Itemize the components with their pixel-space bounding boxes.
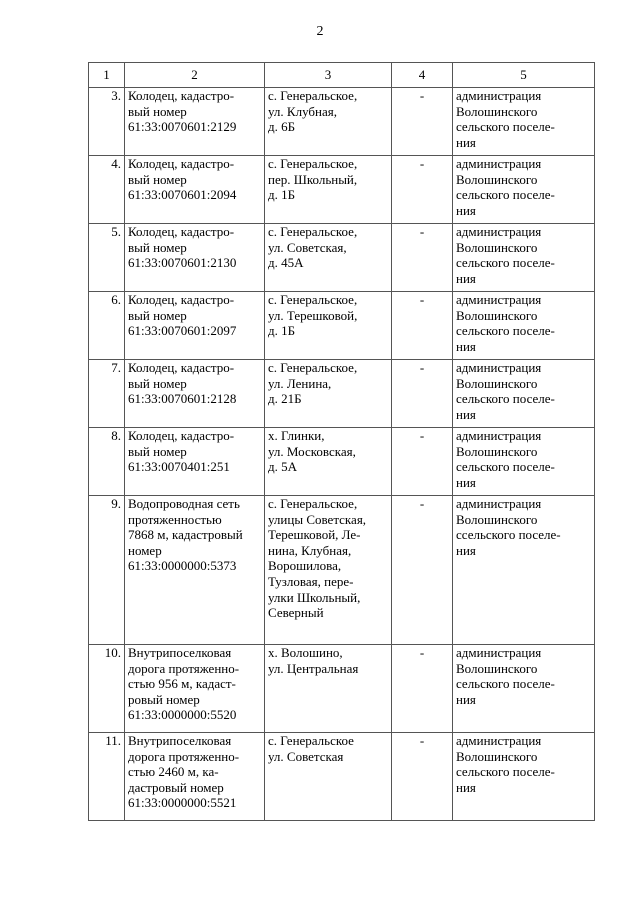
object-address-line: д. 1Б — [268, 323, 296, 339]
object-address-line: с. Генеральское, — [268, 224, 358, 239]
object-address-line: Ворошилова, — [268, 558, 342, 574]
owner-name — [453, 292, 595, 360]
owner-name — [453, 224, 595, 292]
owner-name-line: сельского поселе- — [456, 459, 555, 475]
object-description-line: 61:33:0070601:2097 — [128, 323, 237, 339]
owner-name-line: Волошинского — [456, 443, 538, 459]
object-description — [125, 360, 265, 428]
owner-name-line: Волошинского — [456, 171, 538, 187]
object-description — [125, 645, 265, 733]
owner-name-line: администрация — [456, 360, 542, 375]
object-address — [265, 360, 392, 428]
object-address-line: д. 6Б — [268, 119, 296, 135]
object-description-line: Внутрипоселковая — [128, 645, 232, 660]
object-address — [265, 645, 392, 733]
object-description — [125, 88, 265, 156]
object-description-line: 61:33:0000000:5521 — [128, 795, 237, 811]
object-description-line: вый номер — [128, 103, 187, 119]
table-body — [89, 88, 595, 821]
owner-name-line: сельского поселе- — [456, 676, 555, 692]
owner-name-line: ния — [456, 542, 476, 558]
owner-name-line: Волошинского — [456, 375, 538, 391]
object-address-line: с. Генеральское, — [268, 156, 358, 171]
object-description — [125, 428, 265, 496]
object-description-line: вый номер — [128, 443, 187, 459]
owner-name — [453, 733, 595, 821]
object-address-line: с. Генеральское — [268, 733, 354, 748]
row-number: 9. — [89, 496, 125, 645]
object-address-line: улки Школьный, — [268, 589, 361, 605]
object-description-line: вый номер — [128, 171, 187, 187]
object-address-line: нина, Клубная, — [268, 542, 352, 558]
object-description — [125, 733, 265, 821]
owner-name-line: администрация — [456, 428, 542, 443]
object-description-line: Колодец, кадастро- — [128, 88, 235, 103]
object-address-line: ул. Московская, — [268, 443, 356, 459]
object-description-line: 61:33:0070601:2094 — [128, 187, 237, 203]
object-description-line: ровый номер — [128, 691, 200, 707]
owner-name-line: Волошинского — [456, 511, 538, 527]
object-address-line: ул. Ленина, — [268, 375, 332, 391]
page-number: 2 — [316, 24, 324, 39]
registry-table — [88, 62, 595, 821]
owner-name-line: ния — [456, 406, 476, 422]
row-number: 3. — [89, 88, 125, 156]
owner-name-line: администрация — [456, 224, 542, 239]
object-description-line: Водопроводная сеть — [128, 496, 240, 511]
object-address-line: с. Генеральское, — [268, 496, 358, 511]
column-header-2: 2 — [125, 63, 265, 88]
object-description-line: 7868 м, кадастровый — [128, 527, 243, 543]
object-address — [265, 496, 392, 645]
column-4-value: - — [392, 645, 453, 733]
object-address-line: с. Генеральское, — [268, 292, 358, 307]
owner-name — [453, 496, 595, 645]
object-address — [265, 733, 392, 821]
object-description-line: дорога протяженно- — [128, 660, 240, 676]
object-description-line: стью 2460 м, ка- — [128, 764, 219, 780]
object-address-line: улицы Советская, — [268, 511, 367, 527]
object-description-line: Внутрипоселковая — [128, 733, 232, 748]
object-description-line: 61:33:0070401:251 — [128, 459, 230, 475]
object-description-line: 61:33:0070601:2128 — [128, 391, 237, 407]
object-address-line: Терешковой, Ле- — [268, 527, 361, 543]
object-address-line: с. Генеральское, — [268, 88, 358, 103]
table-row — [89, 224, 595, 292]
object-description-line: Колодец, кадастро- — [128, 360, 235, 375]
object-address-line: х. Волошино, — [268, 645, 343, 660]
object-address-line: пер. Школьный, — [268, 171, 358, 187]
object-address-line: с. Генеральское, — [268, 360, 358, 375]
object-description-line: Колодец, кадастро- — [128, 292, 235, 307]
owner-name-line: Волошинского — [456, 103, 538, 119]
owner-name-line: ния — [456, 134, 476, 150]
object-description-line: вый номер — [128, 307, 187, 323]
object-description-line: 61:33:0070601:2129 — [128, 119, 237, 135]
object-address — [265, 156, 392, 224]
column-4-value: - — [392, 88, 453, 156]
column-4-value: - — [392, 496, 453, 645]
object-description — [125, 224, 265, 292]
object-description-line: протяженностью — [128, 511, 222, 527]
object-description — [125, 156, 265, 224]
column-4-value: - — [392, 156, 453, 224]
object-address-line: д. 1Б — [268, 187, 296, 203]
object-description-line: Колодец, кадастро- — [128, 428, 235, 443]
row-number: 7. — [89, 360, 125, 428]
object-address-line: ул. Советская — [268, 748, 344, 764]
column-header-3: 3 — [265, 63, 392, 88]
object-address — [265, 428, 392, 496]
owner-name-line: ния — [456, 474, 476, 490]
owner-name-line: сельского поселе- — [456, 391, 555, 407]
owner-name-line: сельского поселе- — [456, 323, 555, 339]
owner-name-line: администрация — [456, 733, 542, 748]
owner-name-line: сельского поселе- — [456, 255, 555, 271]
object-address-line: ул. Терешковой, — [268, 307, 358, 323]
table-row — [89, 360, 595, 428]
object-description-line: дастровый номер — [128, 779, 224, 795]
object-description-line: 61:33:0000000:5520 — [128, 707, 237, 723]
owner-name-line: администрация — [456, 645, 542, 660]
object-address-line: ул. Советская, — [268, 239, 347, 255]
object-description-line: Колодец, кадастро- — [128, 224, 235, 239]
owner-name-line: ния — [456, 202, 476, 218]
owner-name-line: администрация — [456, 292, 542, 307]
column-4-value: - — [392, 428, 453, 496]
owner-name-line: Волошинского — [456, 748, 538, 764]
object-address-line: д. 5А — [268, 459, 298, 475]
table-row — [89, 292, 595, 360]
row-number: 6. — [89, 292, 125, 360]
object-address-line: Тузловая, пере- — [268, 573, 354, 589]
object-address-line: д. 45А — [268, 255, 304, 271]
table-row — [89, 496, 595, 645]
owner-name-line: сельского поселе- — [456, 119, 555, 135]
owner-name-line: администрация — [456, 88, 542, 103]
object-description-line: вый номер — [128, 375, 187, 391]
row-number: 4. — [89, 156, 125, 224]
owner-name-line: сельского поселе- — [456, 187, 555, 203]
table-row — [89, 88, 595, 156]
owner-name-line: ния — [456, 270, 476, 286]
object-description-line: дорога протяженно- — [128, 748, 240, 764]
object-description-line: стью 956 м, кадаст- — [128, 676, 236, 692]
owner-name-line: ния — [456, 691, 476, 707]
column-header-5: 5 — [453, 63, 595, 88]
owner-name — [453, 428, 595, 496]
owner-name-line: сельского поселе- — [456, 764, 555, 780]
table-row — [89, 156, 595, 224]
object-description-line: номер — [128, 542, 162, 558]
row-number: 11. — [89, 733, 125, 821]
owner-name-line: ссельского поселе- — [456, 527, 561, 543]
column-header-1: 1 — [89, 63, 125, 88]
owner-name-line: Волошинского — [456, 307, 538, 323]
object-address-line: д. 21Б — [268, 391, 302, 407]
column-4-value: - — [392, 733, 453, 821]
table-row — [89, 428, 595, 496]
object-description-line: Колодец, кадастро- — [128, 156, 235, 171]
owner-name — [453, 645, 595, 733]
owner-name-line: ния — [456, 338, 476, 354]
object-description-line: вый номер — [128, 239, 187, 255]
column-4-value: - — [392, 360, 453, 428]
owner-name — [453, 156, 595, 224]
owner-name-line: Волошинского — [456, 660, 538, 676]
object-address — [265, 292, 392, 360]
table-header-row — [89, 63, 595, 88]
owner-name-line: администрация — [456, 156, 542, 171]
object-description-line: 61:33:0070601:2130 — [128, 255, 237, 271]
table-row — [89, 645, 595, 733]
table-row — [89, 733, 595, 821]
column-header-4: 4 — [392, 63, 453, 88]
row-number: 8. — [89, 428, 125, 496]
object-description — [125, 496, 265, 645]
owner-name-line: ния — [456, 779, 476, 795]
object-description-line: 61:33:0000000:5373 — [128, 558, 237, 574]
column-4-value: - — [392, 224, 453, 292]
object-address-line: Северный — [268, 605, 324, 621]
object-address — [265, 224, 392, 292]
row-number: 10. — [89, 645, 125, 733]
object-address — [265, 88, 392, 156]
row-number: 5. — [89, 224, 125, 292]
object-address-line: х. Глинки, — [268, 428, 325, 443]
owner-name — [453, 360, 595, 428]
owner-name-line: администрация — [456, 496, 542, 511]
object-description — [125, 292, 265, 360]
owner-name — [453, 88, 595, 156]
column-4-value: - — [392, 292, 453, 360]
object-address-line: ул. Клубная, — [268, 103, 337, 119]
object-address-line: ул. Центральная — [268, 660, 359, 676]
owner-name-line: Волошинского — [456, 239, 538, 255]
